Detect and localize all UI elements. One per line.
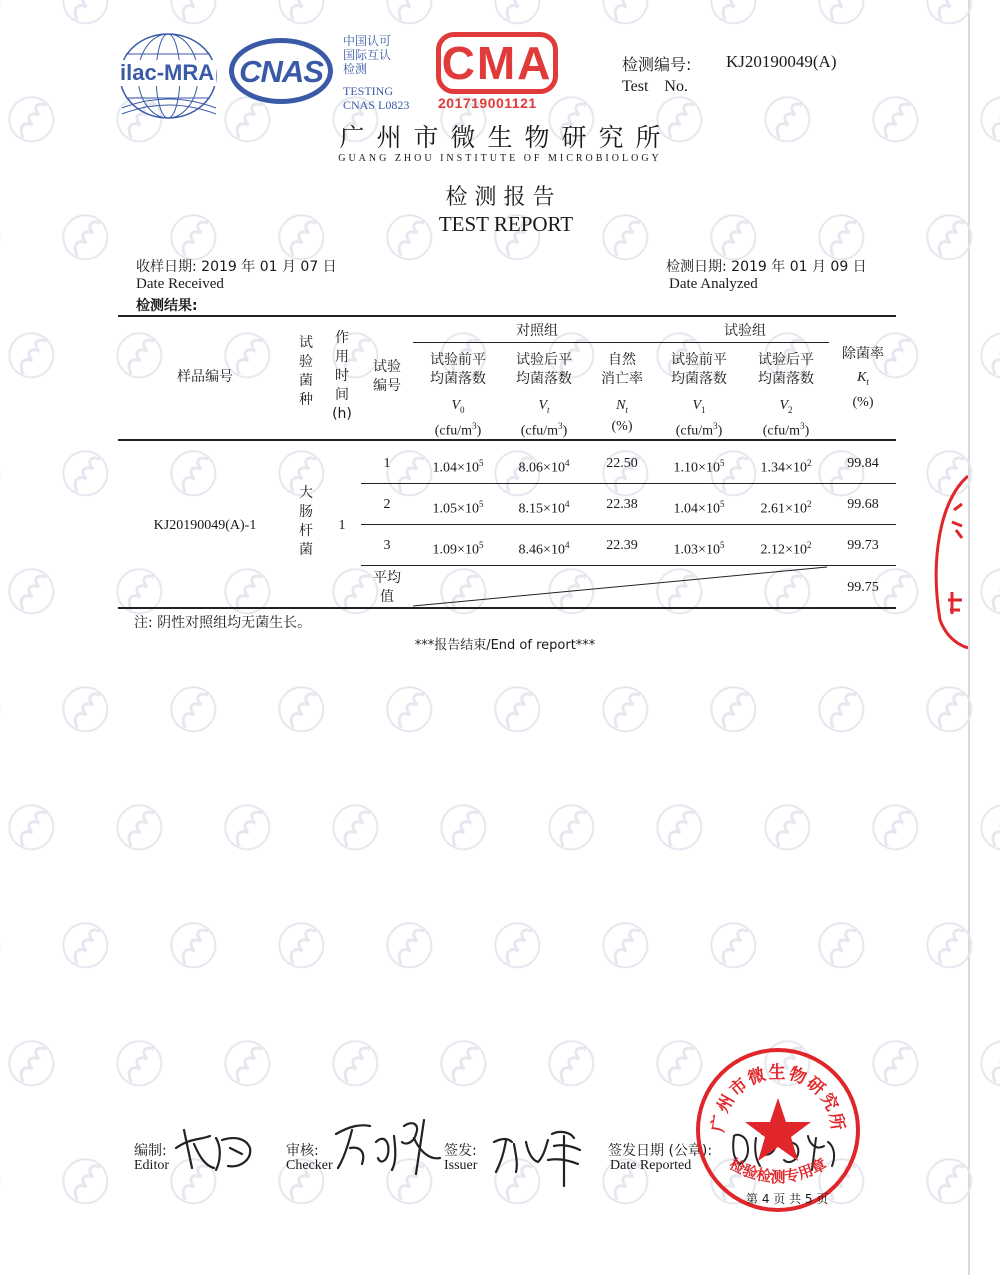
exponent: 5: [719, 540, 725, 550]
test-no-label-cn: 检测编号:: [622, 55, 692, 74]
cnas-en-line: TESTING: [343, 84, 393, 98]
watermark-mark: [379, 679, 440, 740]
cma-logo-text: CMA: [441, 37, 553, 89]
test-no-label-en: Test No.: [622, 78, 688, 95]
watermark-mark: [379, 0, 440, 32]
header-test-before-unit: [658, 417, 740, 441]
date-reported-label-cn: 签发日期 (公章):: [608, 1143, 713, 1159]
symbol-sub: 2: [788, 404, 793, 415]
mantissa: 1.34×10: [760, 460, 807, 476]
watermark-mark: [217, 1033, 278, 1094]
symbol: V: [692, 398, 702, 413]
row-test-no: 1: [383, 456, 391, 471]
row-v2: [744, 454, 828, 478]
watermark-mark: [811, 0, 872, 32]
header-test-no: 试验 编号: [373, 359, 401, 394]
cnas-en-line: CNAS L0823: [343, 98, 410, 112]
mantissa: 1.04×10: [673, 501, 720, 517]
header-ctrl-after: 试验后平 均菌落数: [516, 352, 572, 387]
watermark-mark: [811, 679, 872, 740]
watermark-mark: [0, 915, 8, 976]
date-analyzed-en: Date Analyzed: [669, 276, 758, 292]
header-ctrl-before: 试验前平 均菌落数: [430, 352, 486, 387]
unit-close: ): [804, 423, 810, 439]
header-kill-rate-unit: (%): [852, 395, 874, 410]
unit-close: ): [476, 423, 482, 439]
watermark-mark: [487, 679, 548, 740]
report-title-en: TEST REPORT: [438, 212, 574, 236]
strain-cell: 大 肠 杆 菌: [299, 485, 313, 558]
date-received-cn: 收样日期: 2019 年 01 月 07 日: [136, 259, 337, 275]
watermark-mark: [55, 443, 116, 504]
symbol-sub: t: [625, 404, 628, 415]
watermark-mark: [919, 1151, 980, 1212]
exponent: 4: [564, 540, 570, 550]
average-value: 99.75: [847, 580, 879, 595]
watermark-mark: [55, 915, 116, 976]
watermark-mark: [163, 443, 224, 504]
symbol: V: [779, 398, 789, 413]
exponent: 2: [806, 540, 812, 550]
watermark-mark: [1, 797, 62, 858]
exponent: 5: [719, 499, 725, 509]
exponent: 4: [564, 499, 570, 509]
watermark-mark: [487, 915, 548, 976]
watermark-mark: [1, 561, 62, 622]
average-diagonal-line: [413, 565, 829, 608]
watermark-mark: [0, 1151, 8, 1212]
results-label: 检测结果:: [136, 298, 198, 314]
watermark-mark: [109, 797, 170, 858]
row-v2: [744, 495, 828, 519]
row-v1: [658, 454, 740, 478]
watermark-mark: [55, 0, 116, 32]
row-vt: [502, 536, 586, 560]
unit-exp: 3: [472, 421, 477, 431]
row-vt: [502, 495, 586, 519]
watermark-mark: [541, 1033, 602, 1094]
header-natural-death: 自然 消亡率: [601, 352, 643, 387]
issuer-label-en: Issuer: [444, 1158, 478, 1173]
exponent: 4: [564, 458, 570, 468]
unit-exp: 3: [713, 421, 718, 431]
header-test-group: 试验组: [724, 323, 766, 339]
unit: (cfu/m: [762, 423, 801, 439]
cnas-cn-line: 国际互认: [343, 48, 392, 62]
editor-label-en: Editor: [134, 1158, 169, 1173]
end-of-report: ***报告结束/End of report***: [414, 638, 596, 653]
note-text: 注: 阴性对照组均无菌生长。: [134, 615, 312, 631]
watermark-mark: [325, 797, 386, 858]
watermark-mark: [325, 1033, 386, 1094]
issuer-signature: [488, 1120, 588, 1190]
watermark-mark: [973, 561, 1000, 622]
watermark-mark: [55, 1151, 116, 1212]
test-no-value: KJ20190049(A): [726, 52, 837, 71]
header-test-after-unit: [744, 417, 828, 441]
row-v0: [418, 454, 498, 478]
partial-seal-fragment: [926, 470, 968, 650]
exponent: 5: [719, 458, 725, 468]
watermark-mark: [649, 797, 710, 858]
symbol-sub: t: [547, 404, 550, 415]
cnas-cn-line: 中国认可: [343, 34, 392, 48]
row-nt: 22.50: [606, 456, 638, 471]
watermark-mark: [163, 915, 224, 976]
institute-name-cn: 广州市微生物研究所: [339, 123, 673, 152]
table-row-rule: [361, 483, 896, 484]
row-v1: [658, 495, 740, 519]
issuer-label-cn: 签发:: [444, 1143, 477, 1159]
table-top-rule: [118, 315, 896, 317]
page-info: 第 4 页 共 5 页: [746, 1192, 829, 1206]
exponent: 2: [806, 499, 812, 509]
row-v1: [658, 536, 740, 560]
mantissa: 1.10×10: [673, 460, 720, 476]
watermark-mark: [811, 915, 872, 976]
checker-label-cn: 审核:: [286, 1143, 319, 1159]
watermark-mark: [865, 1033, 926, 1094]
editor-signature: [170, 1118, 256, 1176]
watermark-mark: [163, 0, 224, 32]
header-test-after: 试验后平 均菌落数: [758, 352, 814, 387]
symbol: K: [857, 370, 867, 385]
group-header-rule: [413, 342, 829, 343]
watermark-mark: [973, 797, 1000, 858]
seal-top-textpath: 广州市微生物研究所: [708, 1063, 848, 1134]
watermark-mark: [0, 0, 8, 32]
unit-close: ): [562, 423, 568, 439]
mantissa: 1.03×10: [673, 542, 720, 558]
mantissa: 1.04×10: [432, 460, 479, 476]
symbol: V: [538, 398, 548, 413]
watermark-mark: [1, 1033, 62, 1094]
unit-close: ): [717, 423, 723, 439]
cnas-en-text: [343, 84, 409, 112]
watermark-mark: [271, 679, 332, 740]
header-strain: 试 验 菌 种: [299, 335, 313, 408]
mantissa: 8.06×10: [518, 460, 565, 476]
table-row-rule: [361, 524, 896, 525]
time-cell: 1: [338, 518, 346, 533]
header-test-before: 试验前平 均菌落数: [671, 352, 727, 387]
date-received-en: Date Received: [136, 276, 224, 292]
exponent: 5: [478, 540, 484, 550]
row-kt: 99.68: [847, 497, 879, 512]
watermark-mark: [973, 1033, 1000, 1094]
mantissa: 2.12×10: [760, 542, 807, 558]
cma-number: 201719001121: [438, 95, 537, 111]
watermark-mark: [919, 0, 980, 32]
watermark-mark: [433, 797, 494, 858]
seal-star: [745, 1098, 811, 1161]
symbol-sub: 1: [701, 404, 706, 415]
header-ctrl-before-unit: [418, 417, 498, 441]
seal-bottom-textpath: 检验检测专用章: [726, 1154, 830, 1186]
unit: (cfu/m: [520, 423, 559, 439]
watermark-mark: [0, 679, 8, 740]
watermark-mark: [217, 797, 278, 858]
row-test-no: 2: [383, 497, 391, 512]
symbol: N: [616, 398, 626, 413]
checker-label-en: Checker: [286, 1158, 333, 1173]
watermark-mark: [271, 915, 332, 976]
mantissa: 1.09×10: [432, 542, 479, 558]
watermark-mark: [433, 1033, 494, 1094]
header-natural-death-unit: (%): [611, 419, 633, 434]
watermark-mark: [865, 797, 926, 858]
row-test-no: 3: [383, 538, 391, 553]
row-vt: [502, 454, 586, 478]
symbol: V: [451, 398, 461, 413]
watermark-mark: [109, 1033, 170, 1094]
official-seal: [694, 1046, 862, 1214]
watermark-mark: [703, 679, 764, 740]
checker-signature: [330, 1112, 446, 1178]
seal-bottom-text: [726, 1155, 829, 1186]
unit-exp: 3: [800, 421, 805, 431]
row-v0: [418, 495, 498, 519]
mantissa: 1.05×10: [432, 501, 479, 517]
unit: (cfu/m: [675, 423, 714, 439]
unit-exp: 3: [558, 421, 563, 431]
watermark-mark: [595, 0, 656, 32]
watermark-mark: [919, 915, 980, 976]
cnas-cn-line: 检测: [343, 62, 368, 76]
watermark-mark: [55, 679, 116, 740]
watermark-mark: [541, 797, 602, 858]
exponent: 5: [478, 499, 484, 509]
header-ctrl-after-unit: [502, 417, 586, 441]
mantissa: 8.15×10: [518, 501, 565, 517]
watermark-mark: [0, 443, 8, 504]
watermark-mark: [703, 915, 764, 976]
cnas-logo-text: CNAS: [239, 54, 323, 89]
watermark-mark: [595, 915, 656, 976]
symbol-sub: 0: [460, 404, 465, 415]
row-v2: [744, 536, 828, 560]
watermark-mark: [919, 679, 980, 740]
header-kill-rate: 除菌率: [842, 346, 884, 362]
watermark-mark: [703, 0, 764, 32]
header-kill-rate-symbol: [832, 368, 894, 392]
watermark-mark: [271, 0, 332, 32]
watermark-mark: [487, 0, 548, 32]
sample-id-cell: KJ20190049(A)-1: [153, 518, 257, 533]
header-time: 作 用 时 间 (h): [332, 330, 352, 422]
watermark-mark: [595, 679, 656, 740]
report-title-cn: 检 测 报 告: [445, 185, 555, 210]
date-reported-label-en: Date Reported: [610, 1158, 692, 1173]
watermark-mark: [379, 915, 440, 976]
watermark-mark: [973, 325, 1000, 386]
exponent: 5: [478, 458, 484, 468]
mantissa: 8.46×10: [518, 542, 565, 558]
cnas-cn-text: [343, 34, 391, 76]
institute-name-en: GUANG ZHOU INSTITUTE OF MICROBIOLOGY: [338, 153, 662, 164]
row-nt: 22.39: [606, 538, 638, 553]
date-analyzed-cn: 检测日期: 2019 年 01 月 09 日: [666, 259, 867, 275]
row-nt: 22.38: [606, 497, 638, 512]
exponent: 2: [806, 458, 812, 468]
mantissa: 2.61×10: [760, 501, 807, 517]
watermark-mark: [1, 325, 62, 386]
row-kt: 99.73: [847, 538, 879, 553]
watermark-mark: [163, 679, 224, 740]
ilac-logo-text: ilac-MRA: [120, 60, 215, 85]
row-v0: [418, 536, 498, 560]
watermark-mark: [757, 797, 818, 858]
editor-label-cn: 编制:: [134, 1143, 167, 1159]
row-kt: 99.84: [847, 456, 879, 471]
unit: (cfu/m: [434, 423, 473, 439]
symbol-sub: t: [866, 376, 869, 387]
average-label: 平均 值: [373, 570, 401, 605]
header-sample-id: 样品编号: [177, 369, 233, 385]
header-control-group: 对照组: [516, 323, 558, 339]
